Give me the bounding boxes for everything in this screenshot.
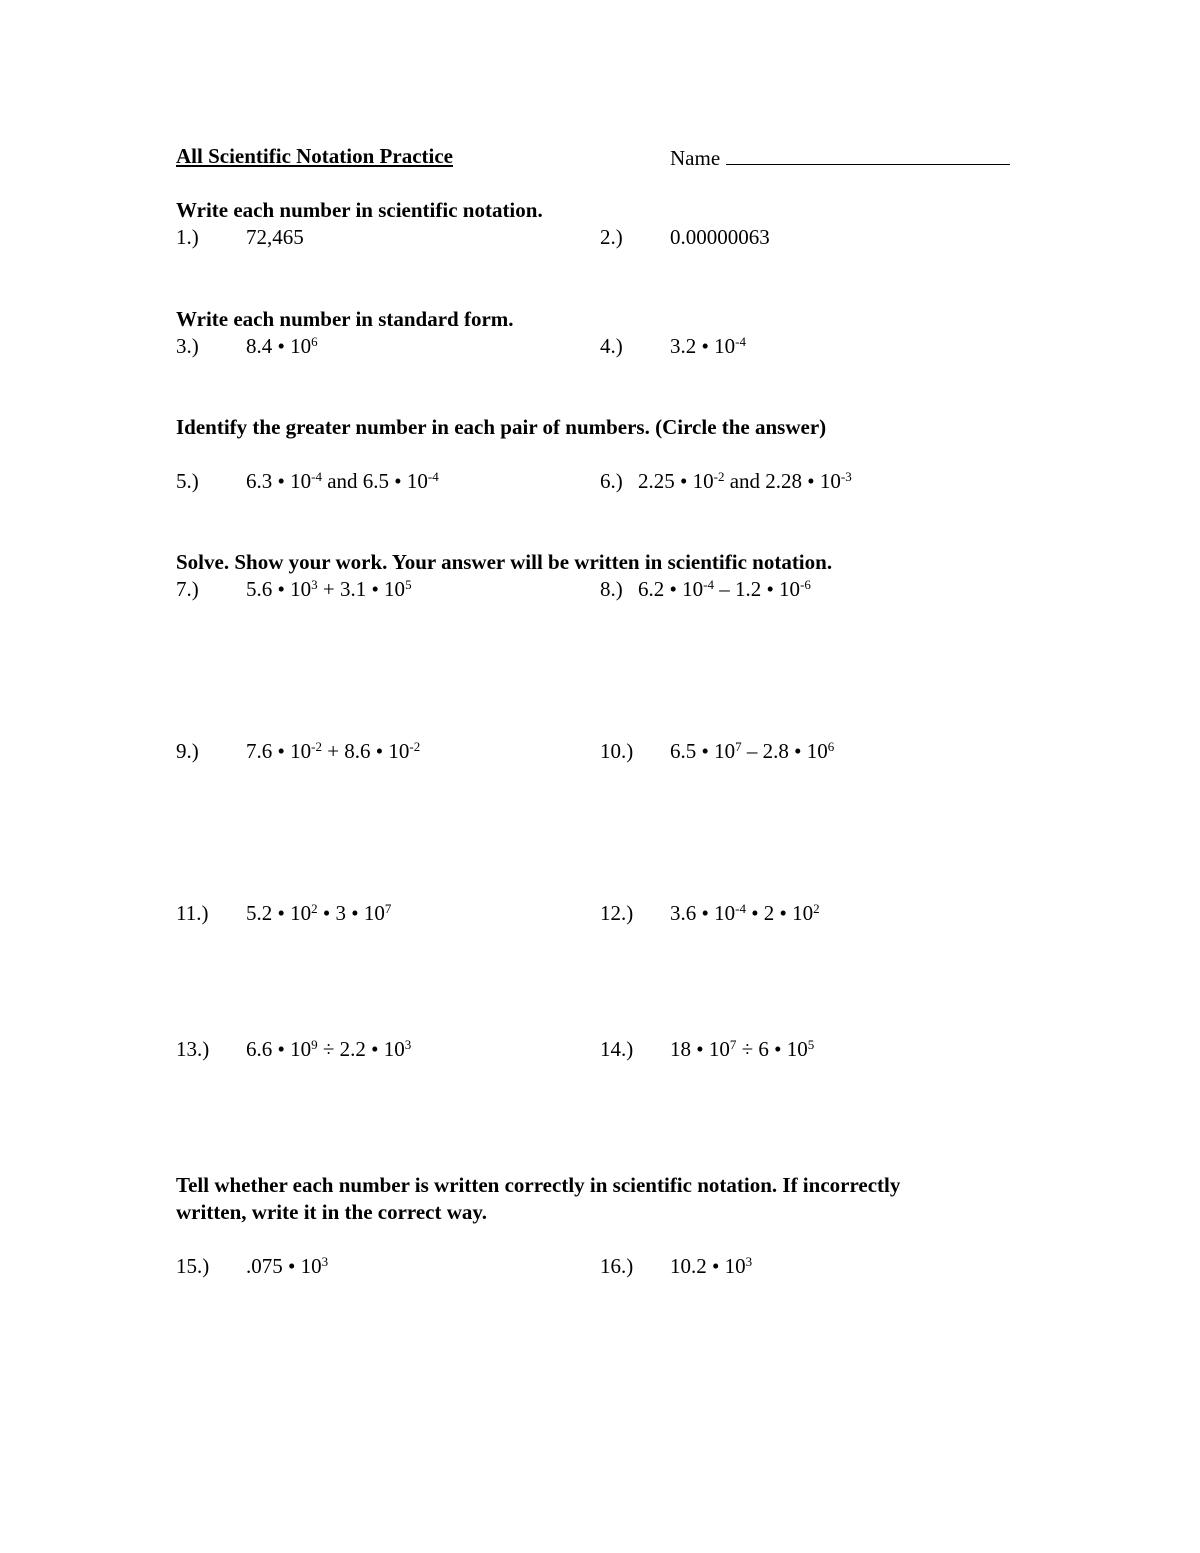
- problem-expression: 5.2 • $10^2$ • 3 • $10^7$: [246, 900, 392, 925]
- worksheet-title: All Scientific Notation Practice: [176, 144, 453, 168]
- section-heading-solve: Solve. Show your work. Your answer will be written in scientific notation.: [176, 550, 833, 574]
- problem-label: 2.): [600, 225, 623, 249]
- problem-expression: 6.6 • $10^9 \div 2.2$ • $10^3$: [246, 1036, 412, 1061]
- section-heading-scientific-notation: Write each number in scientific notation.: [176, 198, 543, 222]
- problem-label: 15.): [176, 1254, 210, 1278]
- problem-label: 7.): [176, 577, 199, 601]
- section-heading-check-notation-line2: written, write it in the correct way.: [176, 1200, 488, 1224]
- problem-label: 10.): [600, 739, 634, 763]
- section-heading-standard-form: Write each number in standard form.: [176, 307, 514, 331]
- name-field[interactable]: [670, 146, 1010, 169]
- problem-expression: 72,465: [246, 225, 304, 249]
- problem-label: 8.): [600, 577, 623, 601]
- section-heading-check-notation: Tell whether each number is written correctly in scientific notation. If incorrectly: [176, 1173, 901, 1197]
- problem-expression: 5.6 • $10^3 + 3.1$ • $10^5$: [246, 576, 412, 601]
- problem-label: 16.): [600, 1254, 634, 1278]
- problem-expression: 2.25 • $10^{-2}$ and 2.28 • $10^{-3}$: [638, 468, 852, 493]
- problem-expression: 6.3 • $10^{-4}$ and 6.5 • $10^{-4}$: [246, 468, 439, 493]
- problem-label: 14.): [600, 1037, 634, 1061]
- problem-label: 9.): [176, 739, 199, 763]
- problem-expression: 3.6 • $10^{-4}$ • 2 • $10^2$: [670, 900, 820, 925]
- problem-expression: 0.00000063: [670, 225, 770, 249]
- problem-expression: 10.2 • $10^3$: [670, 1253, 753, 1278]
- problem-label: 13.): [176, 1037, 210, 1061]
- problem-label: 6.): [600, 469, 623, 493]
- problem-label: 3.): [176, 334, 199, 358]
- problem-expression: 3.2 • $10^{-4}$: [670, 333, 746, 358]
- problem-label: 12.): [600, 901, 634, 925]
- problem-label: 5.): [176, 469, 199, 493]
- problem-label: 1.): [176, 225, 199, 249]
- name-label: Name: [670, 146, 721, 170]
- problem-expression: 8.4 • $10^6$: [246, 333, 318, 358]
- problem-label: 4.): [600, 334, 623, 358]
- problem-expression: 18 • $10^7 \div 6$ • $10^5$: [670, 1036, 815, 1061]
- name-blank-line[interactable]: [726, 146, 1010, 165]
- section-heading-greater-number: Identify the greater number in each pair of numbers. (Circle the answer): [176, 415, 827, 439]
- problem-expression: 6.2 • $10^{-4} - 1.2$ • $10^{-6}$: [638, 576, 811, 601]
- problem-expression: 6.5 • $10^7 - 2.8$ • $10^6$: [670, 738, 835, 763]
- problem-label: 11.): [176, 901, 209, 925]
- problem-expression: .075 • $10^3$: [246, 1253, 329, 1278]
- problem-expression: 7.6 • $10^{-2} + 8.6$ • $10^{-2}$: [246, 738, 421, 763]
